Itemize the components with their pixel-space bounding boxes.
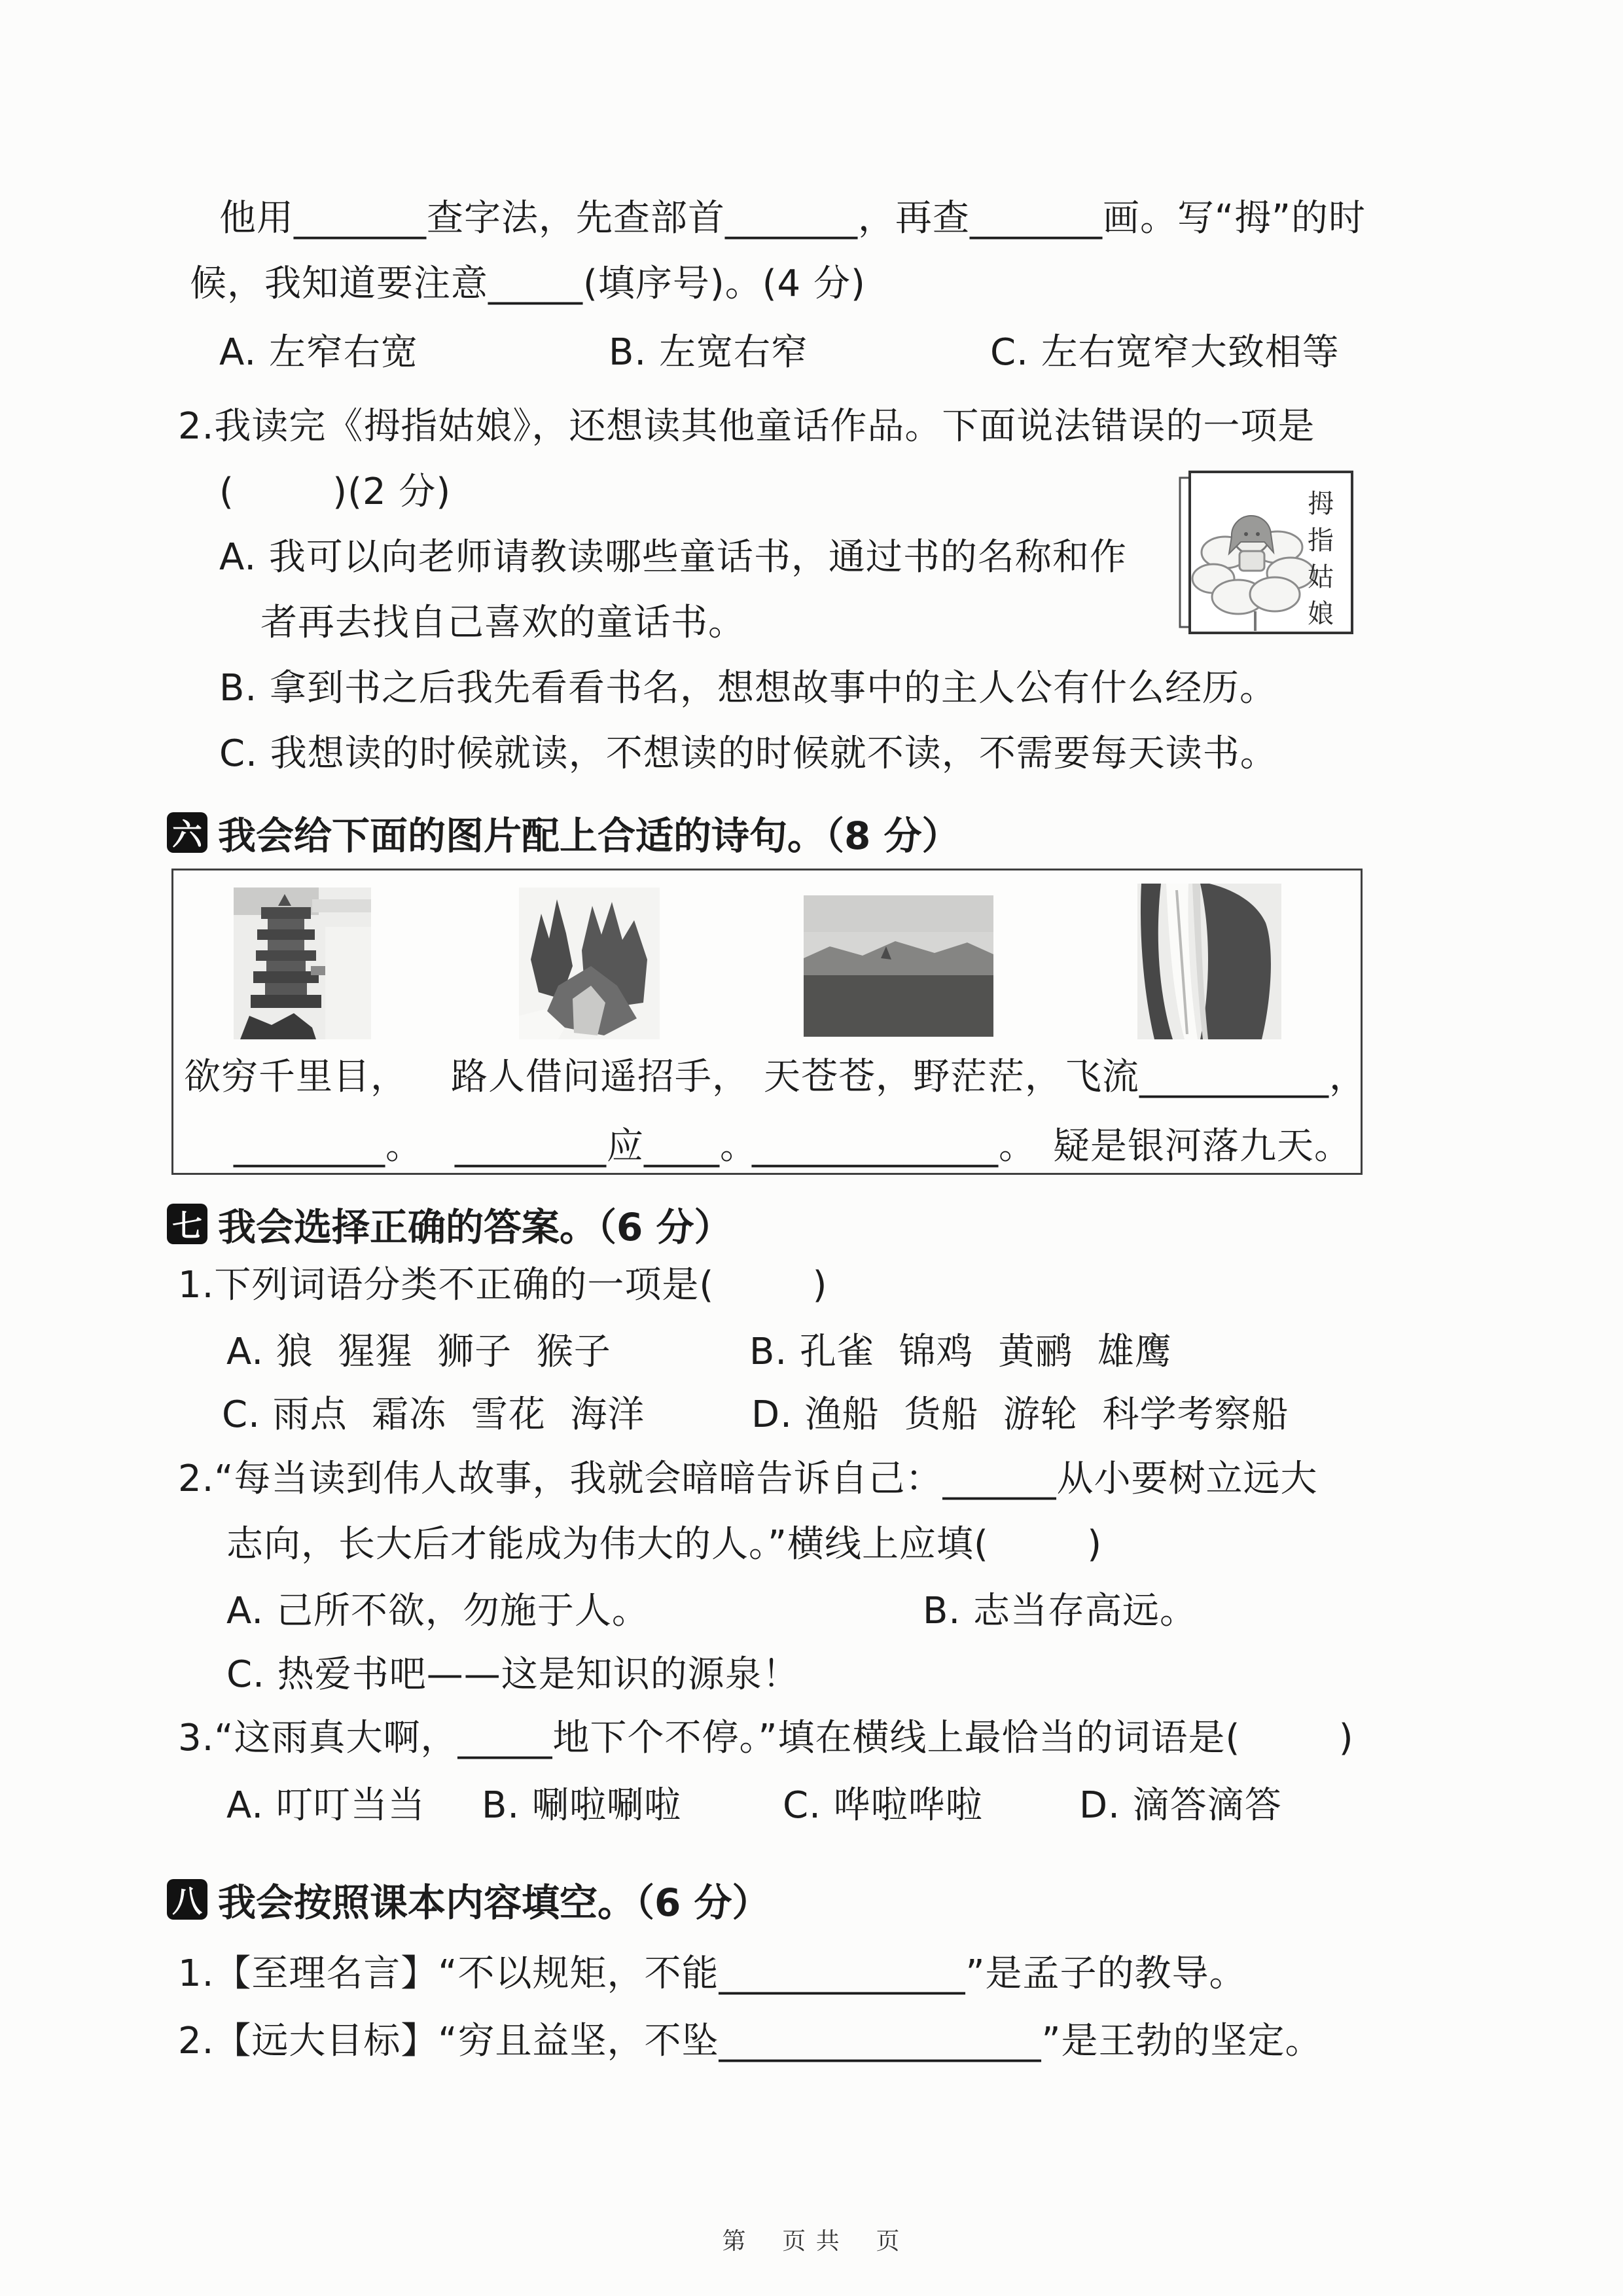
- q2-stem: 2.我读完《拇指姑娘》，还想读其他童话作品。下面说法错误的一项是: [178, 405, 1315, 448]
- section-six-title: 我会给下面的图片配上合适的诗句。（8 分）: [218, 814, 960, 858]
- s7-q2-option-a: A. 己所不欲，勿施于人。: [226, 1590, 649, 1632]
- s7-q3-option-a: A. 叮叮当当: [226, 1784, 425, 1827]
- thumbelina-book-illustration: [1178, 469, 1356, 637]
- s7-q1-stem: 1.下列词语分类不正确的一项是( ): [178, 1264, 828, 1306]
- s7-q1-option-a: A. 狼 猩猩 狮子 猴子: [226, 1331, 611, 1373]
- poem-picture-box: [171, 869, 1366, 1175]
- section-seven-header: [167, 1196, 732, 1251]
- book-title-char-4: 娘: [1308, 599, 1334, 629]
- section-eight-title: 我会按照课本内容填空。（6 分）: [218, 1880, 770, 1925]
- q2-option-b: B. 拿到书之后我先看看书名，想想故事中的主人公有什么经历。: [219, 667, 1277, 709]
- book-title-char-1: 拇: [1308, 489, 1334, 519]
- s7-q3-option-d: D. 滴答滴答: [1079, 1784, 1282, 1827]
- section-seven-title: 我会选择正确的答案。（6 分）: [218, 1205, 732, 1249]
- q1-option-a: A. 左窄右宽: [219, 331, 418, 374]
- section-eight-badge-icon: 八: [167, 1879, 207, 1920]
- poem-phrase-1: 欲穷千里目，: [184, 1056, 408, 1098]
- mountain-forest-photo: [519, 888, 660, 1039]
- q2-answer-paren: ( )(2 分): [219, 471, 452, 513]
- waterfall-photo: [1137, 884, 1281, 1039]
- s7-q2-stem-line1: 2.“每当读到伟人故事，我就会暗暗告诉自己：______从小要树立远大: [178, 1458, 1318, 1500]
- poem-phrase-5: ________。: [234, 1125, 423, 1168]
- q2-option-a-line1: A. 我可以向老师请教读哪些童话书，通过书的名称和作: [219, 536, 1127, 579]
- s8-item-1: 1.【至理名言】“不以规矩，不能_____________”是孟子的教导。: [178, 1952, 1247, 1995]
- grassland-sky-photo: [804, 895, 993, 1037]
- q1-stem-line1: 他用_______查字法，先查部首_______，再查_______画。写“拇”的时: [219, 197, 1366, 240]
- s7-q2-stem-line2: 志向，长大后才能成为伟大的人。”横线上应填( ): [226, 1523, 1103, 1566]
- poem-phrase-3: 天苍苍，野茫茫，: [764, 1056, 1062, 1098]
- s7-q3-option-c: C. 哗啦哗啦: [783, 1784, 983, 1827]
- s7-q1-option-d: D. 渔船 货船 游轮 科学考察船: [751, 1393, 1289, 1436]
- poem-phrase-6: ________应____。: [455, 1125, 757, 1168]
- book-title-char-2: 指: [1308, 526, 1334, 556]
- s7-q1-option-c: C. 雨点 霜冻 雪花 海洋: [222, 1393, 645, 1436]
- stork-tower-pagoda-photo: [234, 888, 371, 1039]
- section-eight-header: [167, 1872, 770, 1927]
- s7-q3-stem: 3.“这雨真大啊，_____地下个不停。”填在横线上最恰当的词语是( ): [178, 1717, 1354, 1759]
- s7-q1-option-b: B. 孔雀 锦鸡 黄鹂 雄鹰: [749, 1331, 1172, 1373]
- section-six-badge-icon: 六: [167, 812, 207, 853]
- section-six-header: [167, 805, 960, 860]
- q2-option-c: C. 我想读的时候就读，不想读的时候就不读，不需要每天读书。: [219, 732, 1277, 775]
- section-seven-badge-icon: 七: [167, 1204, 207, 1244]
- poem-phrase-4: 飞流__________，: [1065, 1056, 1366, 1098]
- page-footer: 第 页 共 页: [722, 2228, 901, 2255]
- s7-q2-option-b: B. 志当存高远。: [923, 1590, 1198, 1632]
- poem-phrase-2: 路人借问遥招手，: [451, 1056, 749, 1098]
- s7-q2-option-c: C. 热爱书吧——这是知识的源泉！: [226, 1653, 800, 1696]
- q1-option-b: B. 左宽右窄: [609, 331, 809, 374]
- q2-option-a-line2: 者再去找自己喜欢的童话书。: [260, 601, 745, 644]
- poem-phrase-8: 疑是银河落九天。: [1053, 1125, 1351, 1168]
- book-title-char-3: 姑: [1308, 562, 1334, 592]
- q1-option-c: C. 左右宽窄大致相等: [990, 331, 1340, 374]
- q1-stem-line2: 候，我知道要注意_____(填序号)。(4 分): [190, 262, 866, 305]
- s7-q3-option-b: B. 唰啦唰啦: [482, 1784, 682, 1827]
- s8-item-2: 2.【远大目标】“穷且益坚，不坠_________________”是王勃的坚定。: [178, 2020, 1323, 2062]
- poem-phrase-7: _____________。: [752, 1125, 1036, 1168]
